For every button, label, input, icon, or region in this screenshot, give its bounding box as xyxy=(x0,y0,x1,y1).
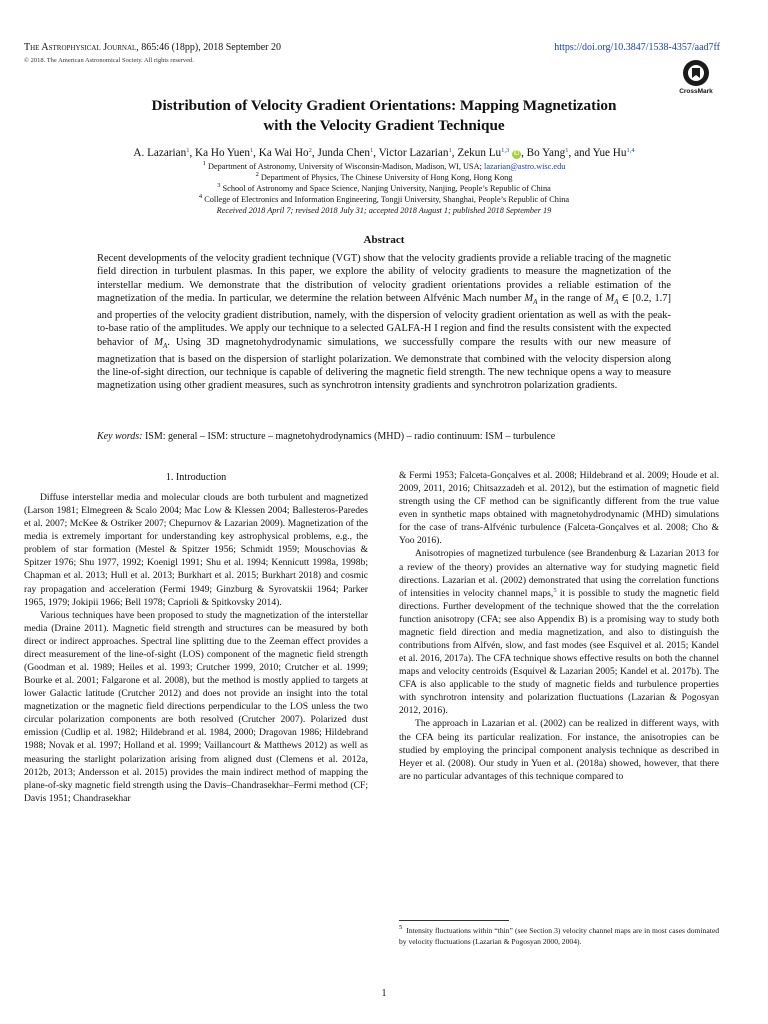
math-ma xyxy=(154,337,167,348)
author-name: Bo Yang xyxy=(526,147,566,159)
orcid-icon[interactable]: iD xyxy=(513,151,520,157)
paragraph xyxy=(399,547,719,717)
author-name: Junda Chen xyxy=(317,147,370,159)
left-column xyxy=(24,491,368,805)
math-symbol: M xyxy=(605,292,615,304)
running-header xyxy=(24,42,720,72)
citation-details: , 865:46 (18pp), 2018 September 20 xyxy=(136,42,281,53)
math-ma xyxy=(524,293,537,304)
math-symbol: M xyxy=(154,336,163,348)
affiliation-1: $^1$ Department of Astronomy, University of Wisconsin-Madison, Madison, WI, USA; lazarian@astro.wisc.edu xyxy=(202,160,566,171)
paragraph-text: it is possible to study the magnetic field directions. Further development of the technique showed that the the correlation function anisotropy (CFA; see also Appendix B) is a promising way to study both magnetic field direction and media magnetization, and also to distinguish the contributions from Alfvén, slow, and fast modes (see Esquivel et al. 2015; Kandel et al. 2016, 2017a). The CFA technique shows effective results on both the channel maps and velocity centroids (Esquivel & Lazarian 2005; Kandel et al. 2017b). The CFA is also applicable to the study of magnetic fields and turbulence properties with synchrotron intensity and polarization fluctuations (Lazarian & Pogosyan 2012, 2016). xyxy=(399,587,719,717)
doi-link[interactable]: https://doi.org/10.3847/1538-4357/aad7ff xyxy=(554,42,720,53)
journal-name: The Astrophysical Journal xyxy=(24,42,137,53)
footnote xyxy=(399,926,719,947)
abstract-text: . Using 3D magnetohydrodynamic simulations, we successfully compare the results with our new measure of magnetization that is based on the dispersion of starlight polarization. We demonstrate that combined with the velocity dispersion along the line-of-sight direction, our technique is capable of delivering the magnetic field strength. The new technique opens a way to measure magnetization using other gradient measures, such as synchrotron intensity gradients and synchrotron polarization gradients. xyxy=(97,336,672,392)
footnote-ref[interactable]: 5 xyxy=(553,586,557,594)
crossmark-icon xyxy=(683,60,709,86)
affiliation-ref[interactable]: 1,4 xyxy=(626,147,635,154)
affiliation-text: College of Electronics and Information Engineering, Tongji University, Shanghai, People’s Republic of China xyxy=(204,195,570,205)
copyright-notice: © 2018. The American Astronomical Society. All rights reserved. xyxy=(24,57,194,64)
paragraph: & Fermi 1953; Falceta-Gonçalves et al. 2008; Hildebrand et al. 2009; Houde et al. 2009, 2011, 2016; Chitsazzadeh et al. 2012), but the estimation of magnetic field strength using the CF method can be significantly different from the true value even in synthetic maps obtained with magnetohydrodynamic (MHD) simulations for the case of trans-Alfvénic turbulence (Falceta-Gonçalves et al. 2008; Cho & Yoo 2016). xyxy=(399,470,719,547)
affiliation-text: Department of Physics, The Chinese University of Hong Kong, Hong Kong xyxy=(260,173,513,183)
author-name: Ka Wai Ho xyxy=(258,147,309,159)
affiliations xyxy=(40,161,728,216)
affiliation-text: Department of Astronomy, University of Wisconsin-Madison, Madison, WI, USA; xyxy=(207,162,482,171)
math-ma xyxy=(605,293,618,304)
affiliation-2: $^2$ Department of Physics, The Chinese University of Hong Kong, Hong Kong xyxy=(255,171,513,183)
math-subscript: A xyxy=(614,297,619,306)
abstract-text: in the range of xyxy=(537,292,606,304)
email-link[interactable]: lazarian@astro.wisc.edu xyxy=(484,162,566,171)
affiliation-3: $^3$ School of Astronomy and Space Science, Nanjing University, Nanjing, People’s Republic of China xyxy=(217,182,551,194)
affiliation-ref[interactable]: 1 xyxy=(369,147,374,154)
keywords-list: ISM: general – ISM: structure – magnetohydrodynamics (MHD) – radio continuum: ISM – turbulence xyxy=(142,431,556,442)
crossmark-label: CrossMark xyxy=(679,88,713,95)
affiliation-ref[interactable]: 1 xyxy=(249,147,254,154)
author-name: A. Lazarian xyxy=(133,147,187,159)
author-name: Zekun Lu xyxy=(457,147,502,159)
page-number: 1 xyxy=(381,988,387,999)
affiliation-ref[interactable]: 1 xyxy=(186,147,190,154)
footnote-text: Intensity fluctuations within “thin” (see Section 3) velocity channel maps are in most cases dominated by velocity fluctuations (Lazarian & Pogosyan 2000, 2004). xyxy=(399,926,720,946)
author-list: A. Lazarian$^1$, Ka Ho Yuen$^1$, Ka Wai Ho$^2$, Junda Chen$^1$, Victor Lazarian$^1$, Zekun Lu$^{1,3}$ iD , Bo Yang$^1$, and Yue Hu$^{1,4}$ xyxy=(133,147,635,159)
affiliation-ref[interactable]: 1 xyxy=(565,147,569,154)
abstract-body xyxy=(97,252,671,393)
paragraph: Various techniques have been proposed to study the magnetization of the interstellar media (Draine 2011). Magnetic field strength and structures can be measured by both direct or indirect approaches. Spectral line splitting due to the Zeeman effect provides a direct measurement of the line-of-sight (LOS) component of the magnetic field strength (Goodman et al. 1989; Heiles et al. 1993; Crutcher 1999, 2010; Crutcher et al. 1999; Bourke et al. 2001; Falgarone et al. 2008), but the method is mostly applied to targets at lower Galactic latitude (Crutcher 2012) and does not provide an insight into the total magnetization or the magnetic field directions perpendicular to the LOS unless the two circular polarization components are both resolved (Crutcher 2007). Polarized dust emission (Cudlip et al. 1982; Hildebrand et al. 1984, 2000; Dragovan 1986; Hildebrand 1988; Novak et al. 1997; Holland et al. 1999; Vaillancourt & Matthews 2012) as well as measuring the starlight polarization arising from aligned dust (Clemens et al. 2012a, 2012b, 2013; Andersson et al. 2015) provides the main indirect method of mapping the plane-of-sky magnetic field strength using the Davis–Chandrasekhar–Fermi method (CF; Davis 1951; Chandrasekhar xyxy=(24,609,368,804)
affiliation-ref[interactable]: 2 xyxy=(308,147,312,154)
right-column xyxy=(399,469,719,783)
affiliation-4: $^4$ College of Electronics and Information Engineering, Tongji University, Shanghai, People’s Republic of China xyxy=(198,193,570,205)
keywords-label: Key words: xyxy=(97,431,143,442)
journal-citation xyxy=(24,42,281,53)
paper-title xyxy=(60,96,708,136)
abstract-heading: Abstract xyxy=(363,234,405,246)
footnote-number: 5 xyxy=(399,924,403,931)
math-subscript: A xyxy=(162,341,168,350)
paragraph: The approach in Lazarian et al. (2002) can be realized in different ways, with the CFA being its particular realization. For instance, the anisotropies can be studied by employing the principal component analysis technique as described in Heyer et al. (2008). Our study in Yuen et al. (2018a) showed, however, that there are no particular advantages of this technique compared to xyxy=(399,718,719,782)
footnote-divider xyxy=(399,920,509,921)
keywords xyxy=(97,431,671,442)
affiliation-text: School of Astronomy and Space Science, Nanjing University, Nanjing, People’s Republic of China xyxy=(222,184,551,194)
paragraph: Diffuse interstellar media and molecular clouds are both turbulent and magnetized (Larson 1981; Elmegreen & Scalo 2004; Mac Low & Klessen 2004; Ballesteros-Paredes et al. 2007; McKee & Ostriker 2007; Chepurnov & Lazarian 2009). Magnetization of the media is extremely important for understanding key astrophysical problems, e.g., the problem of star formation (Mestel & Spitzer 1956; Schmidt 1959; Mouschovias & Spitzer 1976; Shu 1977, 1992; Koenigl 1991; Shu et al. 1994; Kennicutt 1998a, 1998b; Chapman et al. 2013; Hull et al. 2013; Burkhart et al. 2015; Burkhart 2018) and cosmic ray propagation and acceleration (Fermi 1949; Ginzburg & Syrovatskii 1964; Parker 1965, 1979; Jokipii 1966; Bell 1978; Caprioli & Spitkovsky 2014). xyxy=(24,492,368,608)
author-conjunction: and xyxy=(574,147,591,159)
section-heading: 1. Introduction xyxy=(165,472,227,483)
paragraph-text: Anisotropies of magnetized turbulence (see Brandenburg & Lazarian 2013 for a review of the theory) provides an alternative way for studying magnetic field directions. Lazarian et al. (2002) demonstrated that using the correlation functions of intensities in velocity channel maps, xyxy=(399,548,719,599)
author-name: Victor Lazarian xyxy=(378,147,449,159)
math-subscript: A xyxy=(533,297,538,306)
publication-history: Received 2018 April 7; revised 2018 July 31; accepted 2018 August 1; published 2018 September 19 xyxy=(216,206,552,216)
crossmark-button[interactable] xyxy=(676,60,716,95)
affiliation-ref[interactable]: 1 xyxy=(448,147,452,154)
math-symbol: M xyxy=(524,292,534,304)
title-line-2: with the Velocity Gradient Technique xyxy=(263,117,505,134)
author-name: Ka Ho Yuen xyxy=(195,147,250,159)
abstract-text: ∈ [0.2, 1.7] and properties of the velocity gradient distribution, namely, with the dispersion of velocity gradient orientation as well as with the peak-to-base ratio of the amplitudes. We apply our technique to a selected GALFA-H I region and find the results consistent with the expected behavior of xyxy=(97,292,671,348)
abstract-text: Recent developments of the velocity gradient technique (VGT) show that the velocity gradients provide a reliable tracing of the magnetic field direction in turbulent plasmas. In this paper, we explore the ability of velocity gradients to measure the magnetization of the interstellar medium. We demonstrate that the distribution of velocity gradient orientations provides a reliable estimation of the magnetization of the media. In particular, we determine the relation between Alfvénic Mach number xyxy=(97,253,671,304)
title-line-1: Distribution of Velocity Gradient Orientations: Mapping Magnetization xyxy=(151,97,617,114)
author-name: Yue Hu xyxy=(592,147,627,159)
affiliation-ref[interactable]: 1,3 xyxy=(501,147,510,154)
